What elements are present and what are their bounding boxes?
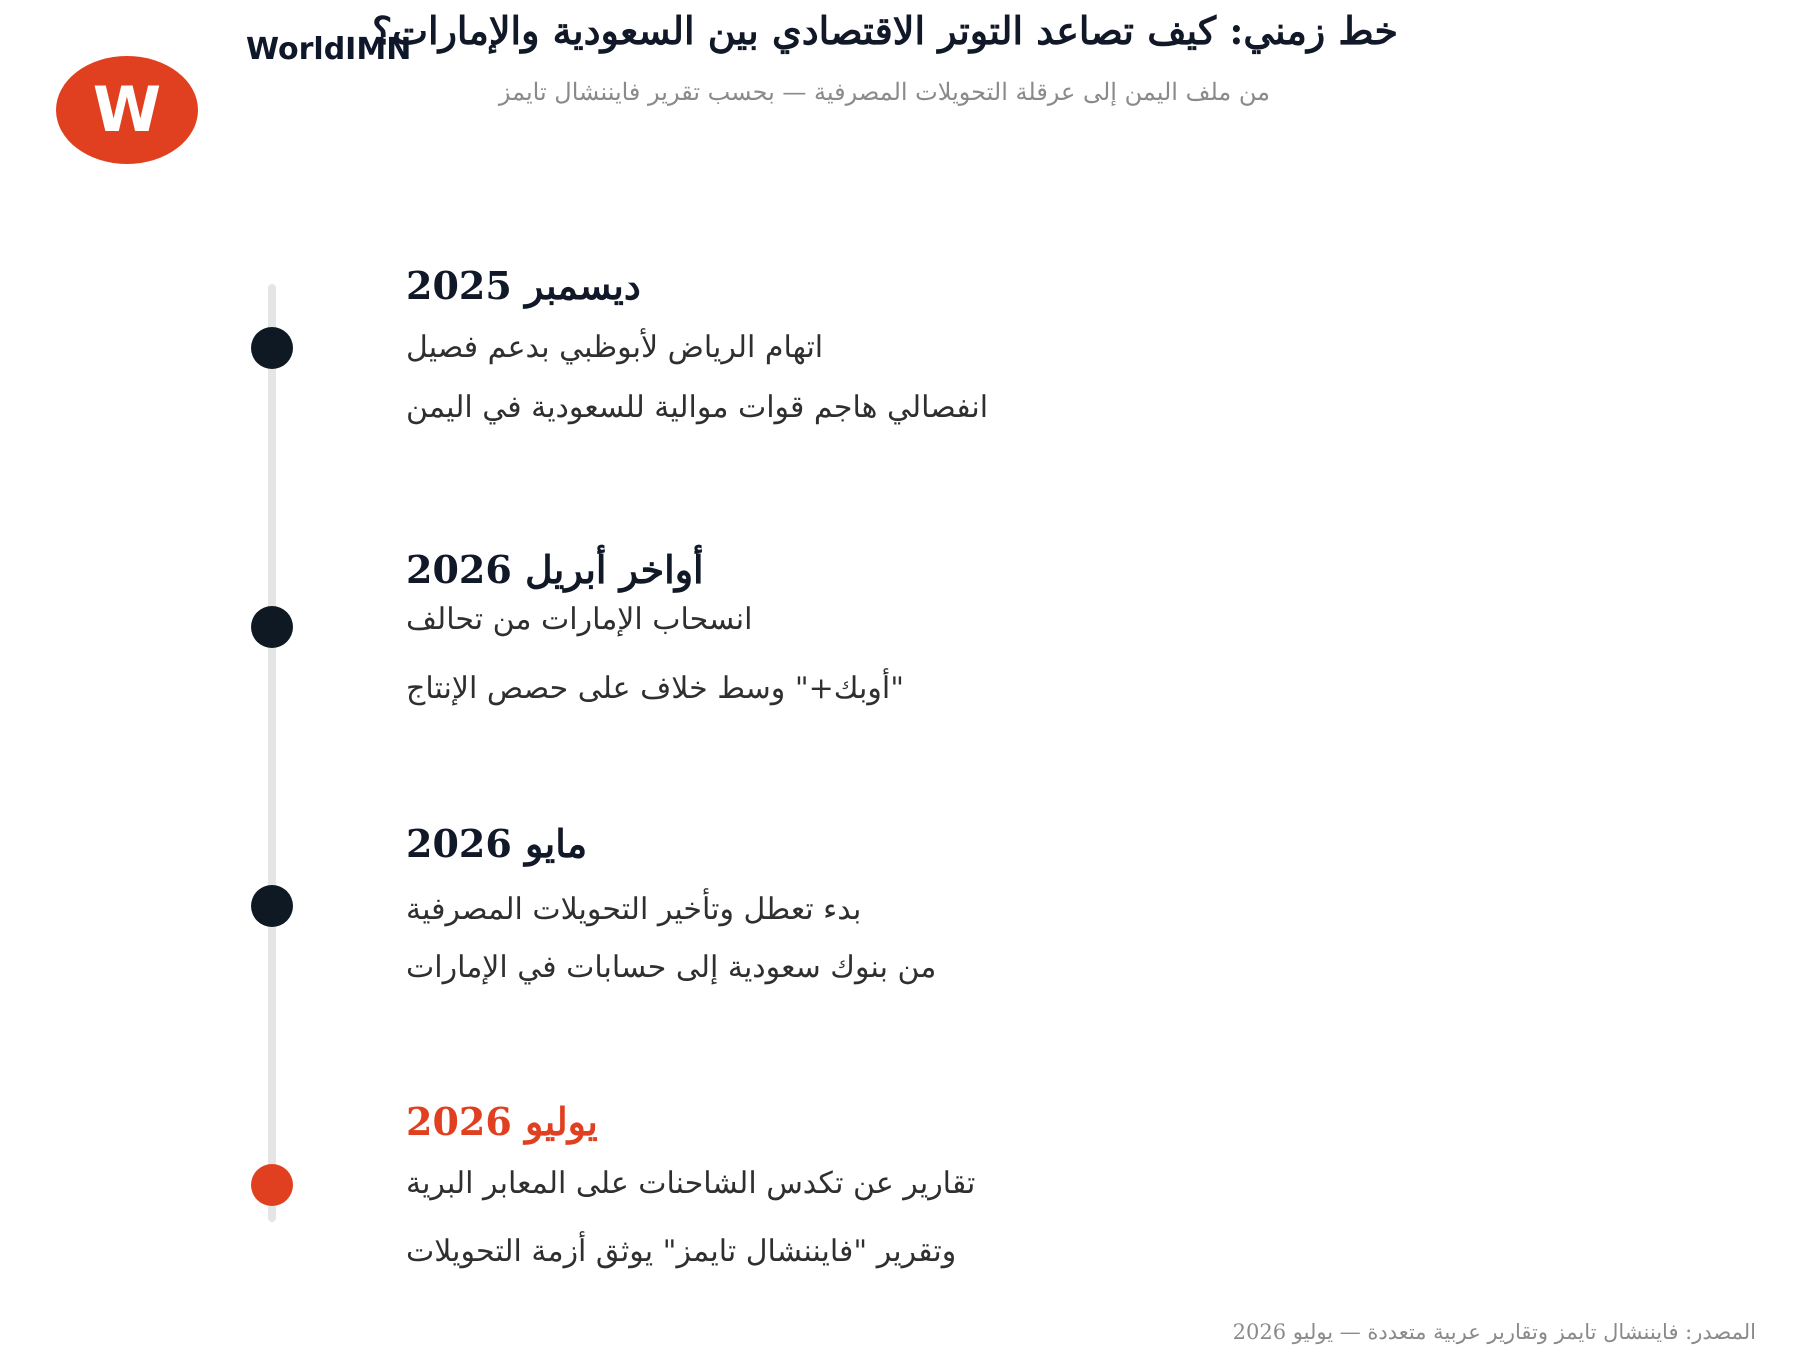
brand-logo	[56, 56, 198, 164]
timeline-text-2-line-2: "أوبك+" وسط خلاف على حصص الإنتاج	[406, 671, 905, 706]
timeline-marker-4	[251, 1164, 293, 1206]
page-subtitle: من ملف اليمن إلى عرقلة التحويلات المصرفية — بحسب تقرير فايننشال تايمز	[498, 78, 1270, 106]
page-title: خط زمني: كيف تصاعد التوتر الاقتصادي بين السعودية والإمارات؟	[372, 8, 1398, 53]
timeline-text-1-line-1: اتهام الرياض لأبوظبي بدعم فصيل	[406, 330, 824, 365]
timeline-text-4-line-2: وتقرير "فايننشال تايمز" يوثق أزمة التحويلات	[406, 1234, 957, 1269]
timeline-marker-3	[251, 885, 293, 927]
timeline-text-2-line-1: انسحاب الإمارات من تحالف	[406, 602, 753, 637]
timeline-date-2: أواخر أبريل 2026	[406, 547, 704, 592]
timeline-date-4: يوليو 2026	[406, 1099, 598, 1144]
timeline-marker-2	[251, 606, 293, 648]
timeline-text-4-line-1: تقارير عن تكدس الشاحنات على المعابر البرية	[406, 1166, 976, 1201]
timeline-marker-1	[251, 327, 293, 369]
timeline-axis-line	[268, 284, 276, 1222]
brand-name: WorldIMN	[246, 32, 412, 67]
timeline-text-3-line-2: من بنوك سعودية إلى حسابات في الإمارات	[406, 950, 937, 985]
brand-logo-letter: W	[92, 73, 162, 146]
timeline-date-3: مايو 2026	[406, 821, 588, 866]
timeline-text-3-line-1: بدء تعطل وتأخير التحويلات المصرفية	[406, 892, 862, 927]
source-note: المصدر: فايننشال تايمز وتقارير عربية متعددة — يوليو 2026	[1232, 1320, 1756, 1344]
timeline-text-1-line-2: انفصالي هاجم قوات موالية للسعودية في اليمن	[406, 390, 989, 425]
timeline-date-1: ديسمبر 2025	[406, 263, 641, 308]
